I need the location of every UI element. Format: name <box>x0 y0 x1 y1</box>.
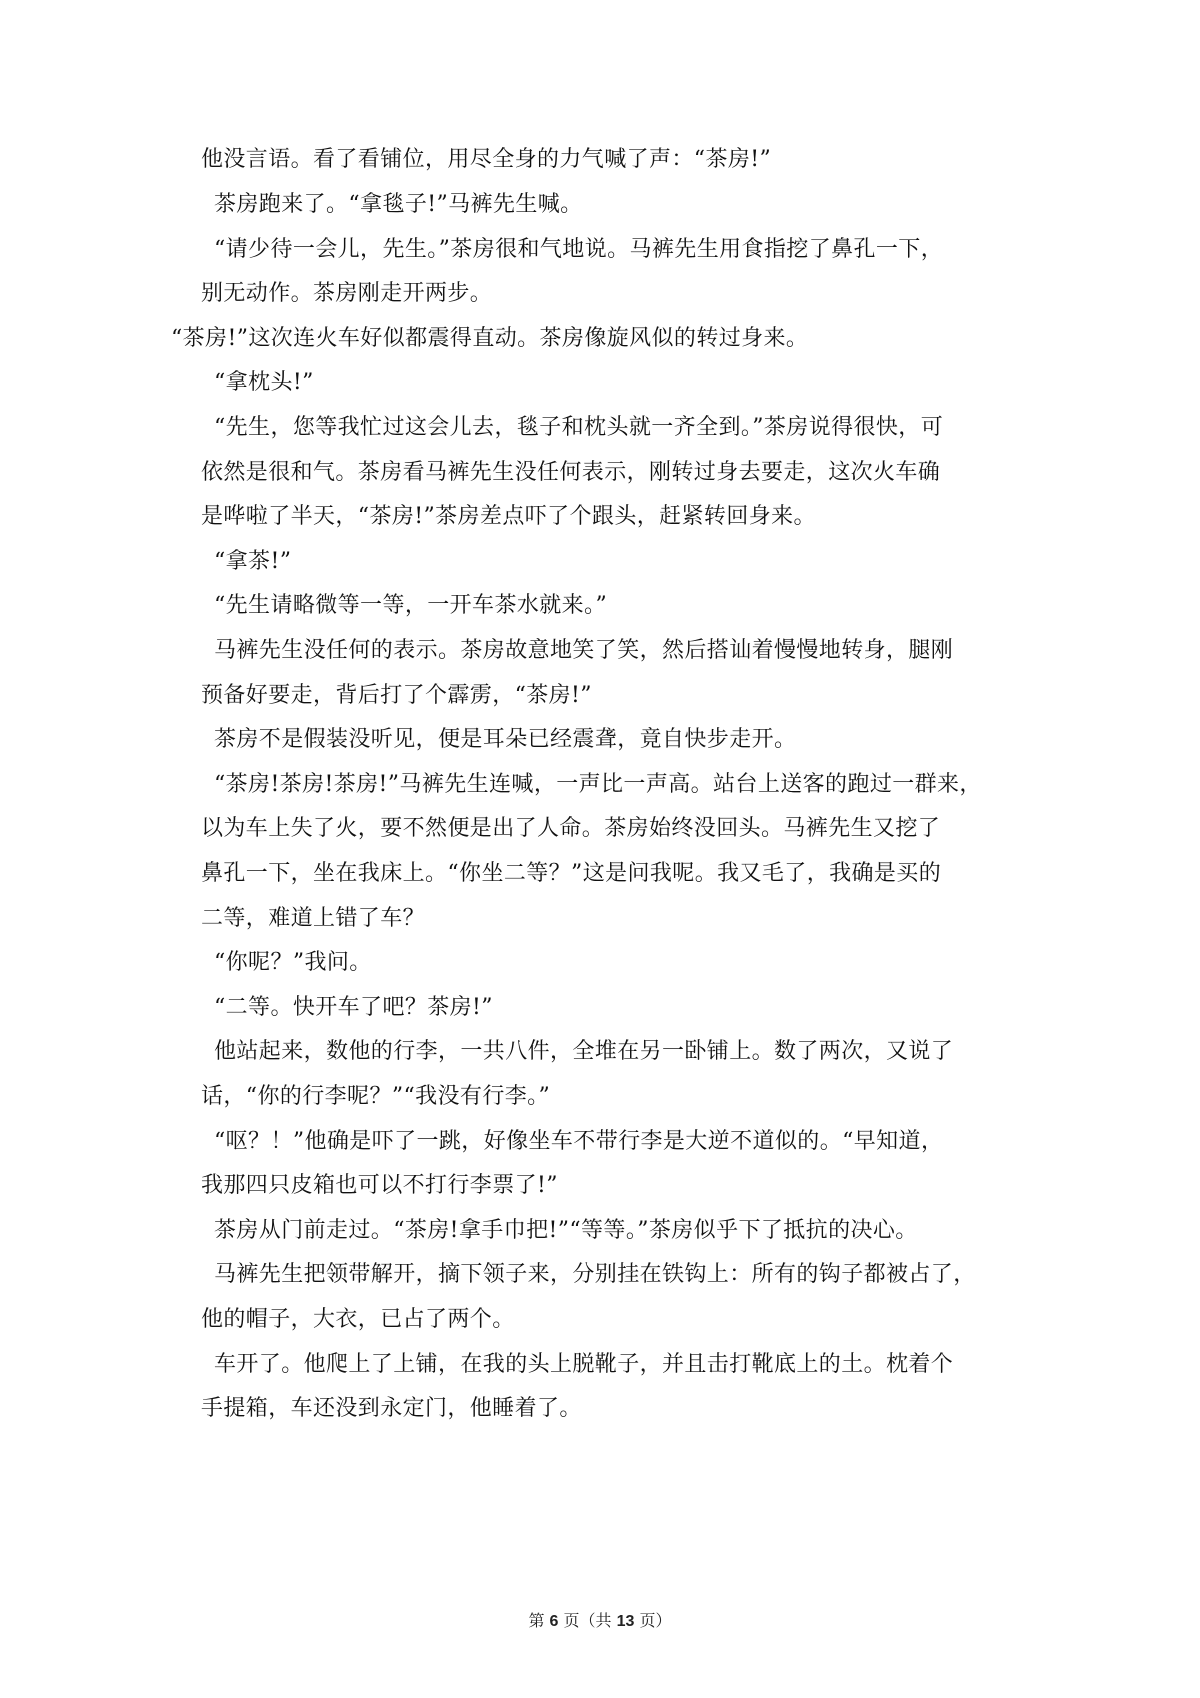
page-total: 13 <box>616 1613 635 1630</box>
text-line: 他的帽子，大衣，已占了两个。 <box>201 1307 515 1332</box>
text-line: 以为车上失了火，要不然便是出了人命。茶房始终没回头。马裤先生又挖了 <box>201 816 941 841</box>
text-line: “先生，您等我忙过这会儿去，毯子和枕头就一齐全到。”茶房说得很快，可 <box>214 415 944 440</box>
text-line: 马裤先生没任何的表示。茶房故意地笑了笑，然后搭讪着慢慢地转身，腿刚 <box>214 638 954 663</box>
footer-prefix: 第 <box>528 1611 545 1630</box>
text-line: 茶房从门前走过。“茶房!拿手巾把!”“等等。”茶房似乎下了抵抗的决心。 <box>214 1218 918 1243</box>
text-line: 预备好要走，背后打了个霹雳，“茶房!” <box>201 683 592 708</box>
text-line: 二等，难道上错了车？ <box>201 906 426 931</box>
footer-suffix: 页） <box>639 1611 672 1630</box>
text-line: “二等。快开车了吧？茶房!” <box>214 995 493 1020</box>
text-line: “拿枕头!” <box>214 370 314 395</box>
text-line: “呕？！”他确是吓了一跳，好像坐车不带行李是大逆不道似的。“早知道， <box>214 1129 944 1154</box>
page-number: 6 <box>549 1613 559 1630</box>
text-line: “先生请略微等一等，一开车茶水就来。” <box>214 593 608 618</box>
text-line: 鼻孔一下，坐在我床上。“你坐二等？”这是问我呢。我又毛了，我确是买的 <box>201 861 942 886</box>
text-line: 手提箱，车还没到永定门，他睡着了。 <box>201 1396 582 1421</box>
text-line: “拿茶!” <box>214 549 292 574</box>
text-line: 话，“你的行李呢？”“我没有行李。” <box>201 1084 551 1109</box>
text-line: 依然是很和气。茶房看马裤先生没任何表示，刚转过身去要走，这次火车确 <box>201 460 941 485</box>
text-line: “茶房!”这次连火车好似都震得直动。茶房像旋风似的转过身来。 <box>171 326 809 351</box>
text-line: 我那四只皮箱也可以不打行李票了!” <box>201 1173 558 1198</box>
text-line: 马裤先生把领带解开，摘下领子来，分别挂在铁钩上：所有的钩子都被占了， <box>214 1262 976 1287</box>
page-footer <box>0 1610 1200 1633</box>
text-line: 别无动作。茶房刚走开两步。 <box>201 281 493 306</box>
text-line: “请少待一会儿，先生。”茶房很和气地说。马裤先生用食指挖了鼻孔一下， <box>214 237 944 262</box>
text-line: 茶房跑来了。“拿毯子!”马裤先生喊。 <box>214 192 583 217</box>
text-line: 茶房不是假装没听见，便是耳朵已经震聋，竟自快步走开。 <box>214 727 797 752</box>
text-line: “你呢？”我问。 <box>214 950 372 975</box>
text-line: 他站起来，数他的行李，一共八件，全堆在另一卧铺上。数了两次，又说了 <box>214 1039 954 1064</box>
text-line: “茶房!茶房!茶房!”马裤先生连喊，一声比一声高。站台上送客的跑过一群来， <box>214 772 982 797</box>
text-line: 车开了。他爬上了上铺，在我的头上脱靴子，并且击打靴底上的土。枕着个 <box>214 1352 954 1377</box>
text-line: 是哗啦了半天，“茶房!”茶房差点吓了个跟头，赶紧转回身来。 <box>201 504 816 529</box>
footer-middle: 页（共 <box>563 1611 612 1630</box>
text-line: 他没言语。看了看铺位，用尽全身的力气喊了声：“茶房!” <box>201 147 772 172</box>
